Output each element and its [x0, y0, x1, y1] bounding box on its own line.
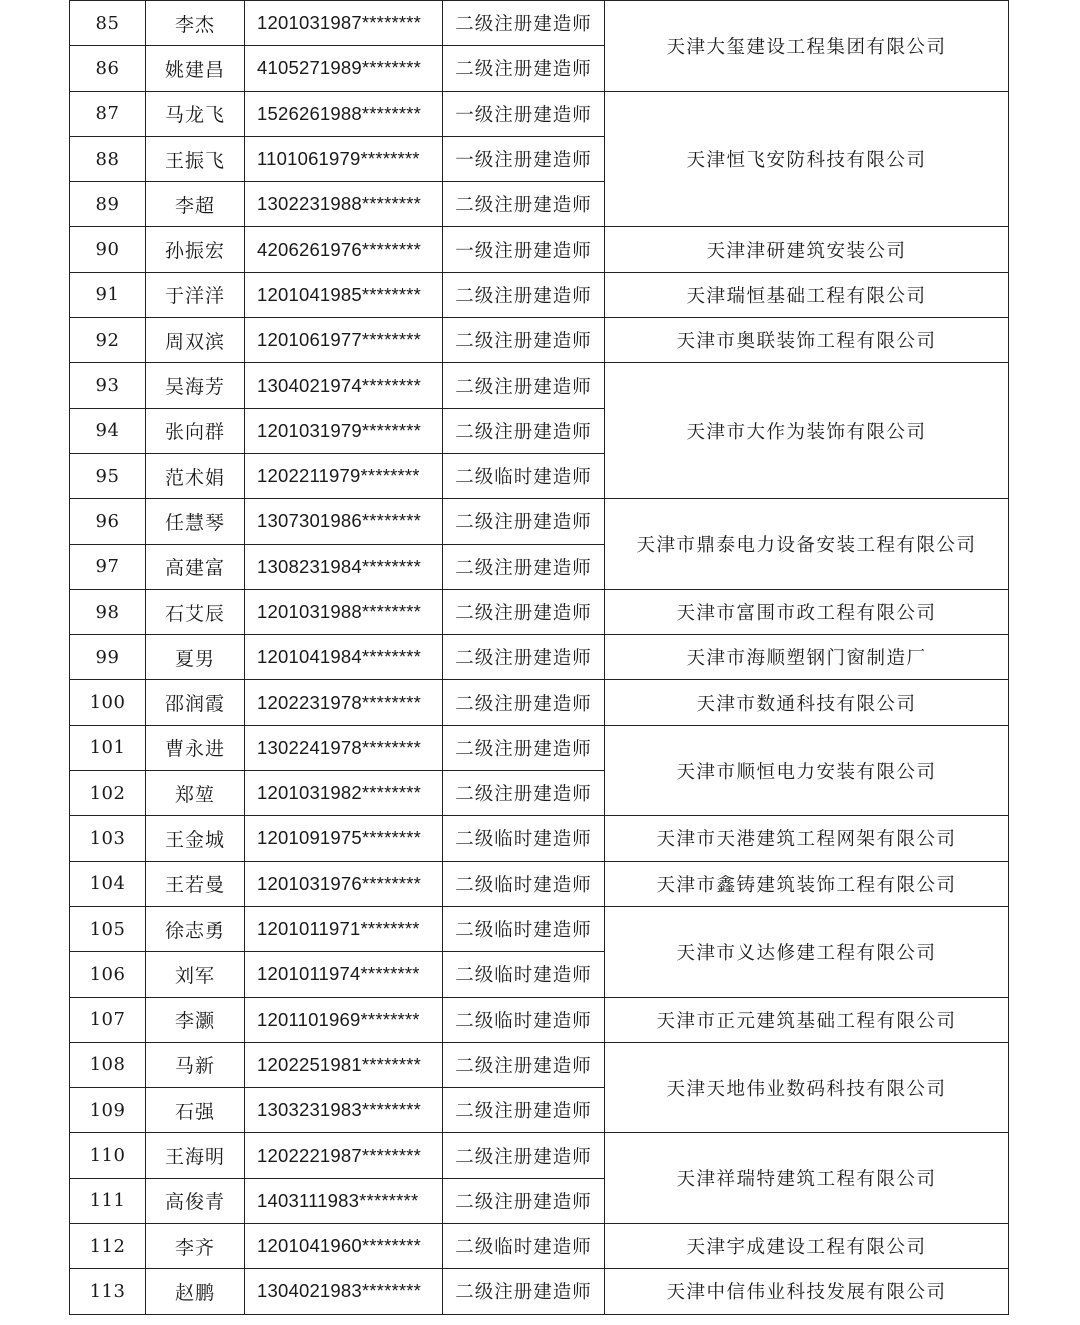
company-name-cell: 天津津研建筑安装公司 — [605, 227, 1009, 272]
row-number-cell: 89 — [70, 182, 146, 227]
company-name-cell: 天津大玺建设工程集团有限公司 — [605, 1, 1009, 92]
table-row — [70, 680, 1009, 725]
company-name-cell: 天津市大作为装饰有限公司 — [605, 363, 1009, 499]
id-number-cell: 1202251981******** — [245, 1042, 443, 1087]
id-number-cell: 4105271989******** — [245, 46, 443, 91]
qualification-cell: 二级注册建造师 — [443, 544, 605, 589]
person-name-cell: 李灏 — [146, 997, 245, 1042]
person-name-cell: 王振飞 — [146, 136, 245, 181]
qualification-cell: 二级临时建造师 — [443, 906, 605, 951]
company-name-cell: 天津市鑫铸建筑装饰工程有限公司 — [605, 861, 1009, 906]
person-name-cell: 孙振宏 — [146, 227, 245, 272]
company-name-cell: 天津市天港建筑工程网架有限公司 — [605, 816, 1009, 861]
person-name-cell: 姚建昌 — [146, 46, 245, 91]
row-number-cell: 99 — [70, 635, 146, 680]
table-row — [70, 635, 1009, 680]
row-number-cell: 94 — [70, 408, 146, 453]
row-number-cell: 108 — [70, 1042, 146, 1087]
qualification-cell: 二级注册建造师 — [443, 1042, 605, 1087]
person-name-cell: 张向群 — [146, 408, 245, 453]
person-name-cell: 周双滨 — [146, 318, 245, 363]
row-number-cell: 87 — [70, 91, 146, 136]
qualification-cell: 二级注册建造师 — [443, 771, 605, 816]
id-number-cell: 1307301986******** — [245, 499, 443, 544]
row-number-cell: 93 — [70, 363, 146, 408]
person-name-cell: 高俊青 — [146, 1178, 245, 1223]
person-name-cell: 赵鹏 — [146, 1269, 245, 1314]
qualification-cell: 二级临时建造师 — [443, 952, 605, 997]
row-number-cell: 102 — [70, 771, 146, 816]
id-number-cell: 1403111983******** — [245, 1178, 443, 1223]
row-number-cell: 98 — [70, 589, 146, 634]
id-number-cell: 1302241978******** — [245, 725, 443, 770]
company-name-cell: 天津市正元建筑基础工程有限公司 — [605, 997, 1009, 1042]
company-name-cell: 天津瑞恒基础工程有限公司 — [605, 272, 1009, 317]
company-name-cell: 天津宇成建设工程有限公司 — [605, 1224, 1009, 1269]
qualification-cell: 二级临时建造师 — [443, 997, 605, 1042]
table-row — [70, 816, 1009, 861]
qualification-cell: 二级注册建造师 — [443, 635, 605, 680]
id-number-cell: 1303231983******** — [245, 1088, 443, 1133]
table-row — [70, 318, 1009, 363]
table-row — [70, 1133, 1009, 1178]
row-number-cell: 110 — [70, 1133, 146, 1178]
personnel-table — [69, 0, 1009, 1315]
person-name-cell: 于洋洋 — [146, 272, 245, 317]
person-name-cell: 王海明 — [146, 1133, 245, 1178]
qualification-cell: 二级注册建造师 — [443, 182, 605, 227]
table-row — [70, 272, 1009, 317]
person-name-cell: 李杰 — [146, 1, 245, 46]
table-row — [70, 1042, 1009, 1087]
id-number-cell: 1201031979******** — [245, 408, 443, 453]
qualification-cell: 二级注册建造师 — [443, 1, 605, 46]
person-name-cell: 王若曼 — [146, 861, 245, 906]
id-number-cell: 1304021974******** — [245, 363, 443, 408]
table-row — [70, 227, 1009, 272]
person-name-cell: 高建富 — [146, 544, 245, 589]
company-name-cell: 天津市海顺塑钢门窗制造厂 — [605, 635, 1009, 680]
row-number-cell: 113 — [70, 1269, 146, 1314]
table-row — [70, 906, 1009, 951]
row-number-cell: 109 — [70, 1088, 146, 1133]
person-name-cell: 邵润霞 — [146, 680, 245, 725]
row-number-cell: 101 — [70, 725, 146, 770]
id-number-cell: 1302231988******** — [245, 182, 443, 227]
person-name-cell: 吴海芳 — [146, 363, 245, 408]
qualification-cell: 二级临时建造师 — [443, 816, 605, 861]
id-number-cell: 1101061979******** — [245, 136, 443, 181]
table-row — [70, 1, 1009, 46]
row-number-cell: 103 — [70, 816, 146, 861]
row-number-cell: 106 — [70, 952, 146, 997]
person-name-cell: 夏男 — [146, 635, 245, 680]
person-name-cell: 任慧琴 — [146, 499, 245, 544]
qualification-cell: 一级注册建造师 — [443, 136, 605, 181]
row-number-cell: 92 — [70, 318, 146, 363]
id-number-cell: 1201041984******** — [245, 635, 443, 680]
row-number-cell: 107 — [70, 997, 146, 1042]
id-number-cell: 1201041960******** — [245, 1224, 443, 1269]
row-number-cell: 100 — [70, 680, 146, 725]
qualification-cell: 二级注册建造师 — [443, 1269, 605, 1314]
id-number-cell: 1201101969******** — [245, 997, 443, 1042]
qualification-cell: 一级注册建造师 — [443, 91, 605, 136]
person-name-cell: 石艾辰 — [146, 589, 245, 634]
qualification-cell: 二级注册建造师 — [443, 272, 605, 317]
person-name-cell: 刘军 — [146, 952, 245, 997]
person-name-cell: 徐志勇 — [146, 906, 245, 951]
company-name-cell: 天津祥瑞特建筑工程有限公司 — [605, 1133, 1009, 1224]
row-number-cell: 105 — [70, 906, 146, 951]
qualification-cell: 二级注册建造师 — [443, 1178, 605, 1223]
qualification-cell: 二级注册建造师 — [443, 680, 605, 725]
id-number-cell: 1201031988******** — [245, 589, 443, 634]
company-name-cell: 天津市顺恒电力安装有限公司 — [605, 725, 1009, 816]
company-name-cell: 天津天地伟业数码科技有限公司 — [605, 1042, 1009, 1133]
qualification-cell: 二级注册建造师 — [443, 589, 605, 634]
company-name-cell: 天津恒飞安防科技有限公司 — [605, 91, 1009, 227]
id-number-cell: 1201011974******** — [245, 952, 443, 997]
person-name-cell: 马新 — [146, 1042, 245, 1087]
person-name-cell: 郑堃 — [146, 771, 245, 816]
company-name-cell: 天津市鼎泰电力设备安装工程有限公司 — [605, 499, 1009, 590]
row-number-cell: 90 — [70, 227, 146, 272]
person-name-cell: 范术娟 — [146, 453, 245, 498]
qualification-cell: 二级注册建造师 — [443, 1088, 605, 1133]
id-number-cell: 1201031976******** — [245, 861, 443, 906]
qualification-cell: 二级临时建造师 — [443, 1224, 605, 1269]
id-number-cell: 1201031987******** — [245, 1, 443, 46]
row-number-cell: 85 — [70, 1, 146, 46]
row-number-cell: 111 — [70, 1178, 146, 1223]
qualification-cell: 一级注册建造师 — [443, 227, 605, 272]
qualification-cell: 二级注册建造师 — [443, 363, 605, 408]
qualification-cell: 二级注册建造师 — [443, 499, 605, 544]
qualification-cell: 二级注册建造师 — [443, 725, 605, 770]
person-name-cell: 石强 — [146, 1088, 245, 1133]
row-number-cell: 95 — [70, 453, 146, 498]
id-number-cell: 1201091975******** — [245, 816, 443, 861]
company-name-cell: 天津市奥联装饰工程有限公司 — [605, 318, 1009, 363]
person-name-cell: 曹永进 — [146, 725, 245, 770]
table-row — [70, 1224, 1009, 1269]
id-number-cell: 1526261988******** — [245, 91, 443, 136]
person-name-cell: 王金城 — [146, 816, 245, 861]
id-number-cell: 1201041985******** — [245, 272, 443, 317]
qualification-cell: 二级临时建造师 — [443, 861, 605, 906]
qualification-cell: 二级注册建造师 — [443, 46, 605, 91]
qualification-cell: 二级注册建造师 — [443, 1133, 605, 1178]
company-name-cell: 天津市义达修建工程有限公司 — [605, 906, 1009, 997]
row-number-cell: 86 — [70, 46, 146, 91]
row-number-cell: 112 — [70, 1224, 146, 1269]
table-row — [70, 589, 1009, 634]
row-number-cell: 104 — [70, 861, 146, 906]
table-row — [70, 499, 1009, 544]
company-name-cell: 天津中信伟业科技发展有限公司 — [605, 1269, 1009, 1314]
row-number-cell: 97 — [70, 544, 146, 589]
id-number-cell: 1202221987******** — [245, 1133, 443, 1178]
id-number-cell: 4206261976******** — [245, 227, 443, 272]
personnel-table-body — [70, 1, 1009, 1315]
row-number-cell: 91 — [70, 272, 146, 317]
table-row — [70, 363, 1009, 408]
table-row — [70, 1269, 1009, 1314]
id-number-cell: 1304021983******** — [245, 1269, 443, 1314]
table-row — [70, 91, 1009, 136]
id-number-cell: 1201061977******** — [245, 318, 443, 363]
company-name-cell: 天津市数通科技有限公司 — [605, 680, 1009, 725]
row-number-cell: 96 — [70, 499, 146, 544]
company-name-cell: 天津市富围市政工程有限公司 — [605, 589, 1009, 634]
person-name-cell: 马龙飞 — [146, 91, 245, 136]
table-row — [70, 725, 1009, 770]
id-number-cell: 1202231978******** — [245, 680, 443, 725]
person-name-cell: 李齐 — [146, 1224, 245, 1269]
table-row — [70, 997, 1009, 1042]
id-number-cell: 1308231984******** — [245, 544, 443, 589]
qualification-cell: 二级注册建造师 — [443, 318, 605, 363]
id-number-cell: 1202211979******** — [245, 453, 443, 498]
person-name-cell: 李超 — [146, 182, 245, 227]
table-row — [70, 861, 1009, 906]
id-number-cell: 1201011971******** — [245, 906, 443, 951]
qualification-cell: 二级临时建造师 — [443, 453, 605, 498]
id-number-cell: 1201031982******** — [245, 771, 443, 816]
row-number-cell: 88 — [70, 136, 146, 181]
qualification-cell: 二级注册建造师 — [443, 408, 605, 453]
